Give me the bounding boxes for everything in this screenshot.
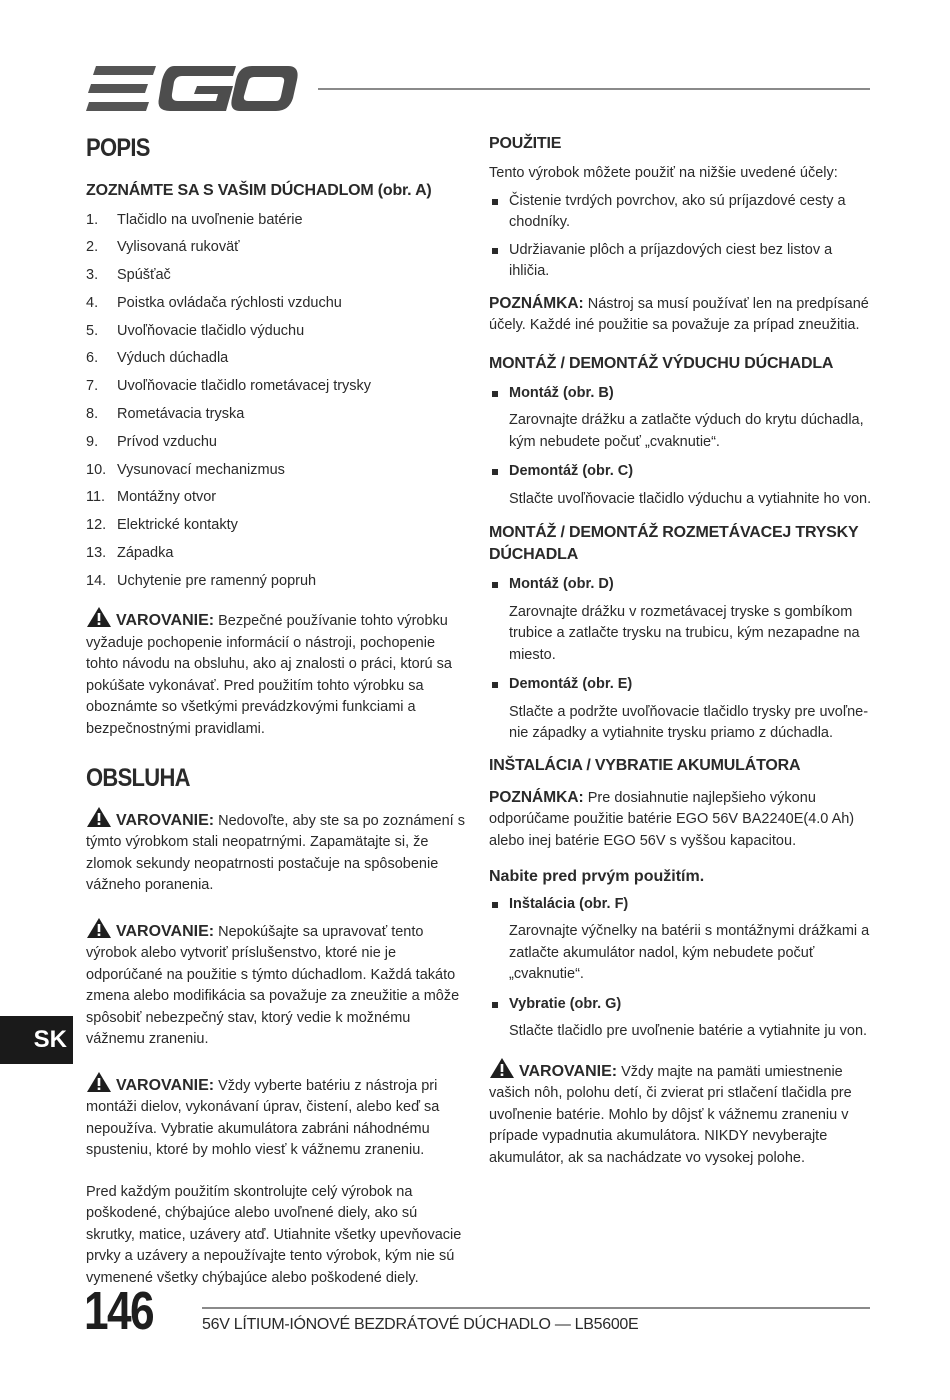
warning-label: VAROVANIE:	[116, 922, 215, 940]
part-item	[86, 348, 466, 370]
part-label: Tlačidlo na uvoľnenie batérie	[117, 211, 303, 228]
warning-text: Nepokúšajte sa upravovať tento výrobok alebo vytvoriť príslušenstvo, ktoré nie je odporúčané na použitie s týmto dúchadlom. Každá takáto zmena alebo modifikácia sa považuje za zneužitie a môže spôsobiť nebezpečný stav, ktorý vedie k možnému vážnemu zraneniu.	[86, 923, 460, 1048]
nozzle-remove-label: Demontáž (obr. E)	[489, 674, 874, 696]
part-number: 8.	[86, 406, 99, 423]
warning-block	[86, 1071, 466, 1162]
part-label: Vysunovací mechanizmus	[117, 461, 285, 478]
part-number: 11.	[86, 489, 106, 506]
part-label: Vylisovaná rukoväť	[117, 239, 240, 256]
outlet-remove-text: Stlačte uvoľňovacie tlačidlo výduchu a vytiahnite ho von.	[509, 490, 872, 507]
outlet-heading: MONTÁŽ / DEMONTÁŽ VÝDUCHU DÚCHADLA	[489, 354, 834, 372]
footer-rule	[202, 1307, 870, 1309]
warning-text: Vždy majte na pamäti umiestnenie vašich nôh, polohu detí, či zvierat pri stlačení tlačidla pre uvoľnenie batérie. Mohlo by dôjsť k vážnemu zraneniu v prípade vypadnutia akumulátora. NIKDY nevyberajte akumulátor, ak sa nachádzate vo vysokej polohe.	[489, 1063, 852, 1166]
battery-remove-label: Vybratie (obr. G)	[489, 994, 874, 1016]
left-column	[86, 128, 466, 1289]
part-item	[86, 293, 466, 315]
part-label: Rometávacia tryska	[117, 406, 245, 423]
note-text: Nástroj sa musí používať len na predpísané účely. Každé iné použitie sa považuje za prípad zneužitia.	[489, 295, 869, 333]
outlet-steps-2	[489, 461, 874, 483]
battery-steps-2	[489, 994, 874, 1016]
part-number: 1.	[86, 211, 99, 228]
battery-install-text: Zarovnajte výčnelky na batérii s montážnymi drážkami a zatlačte akumulátor nadol, kým nebudete počuť „cvaknutie“.	[509, 923, 870, 982]
note-label: POZNÁMKA:	[489, 788, 584, 806]
part-label: Spúšťač	[117, 267, 171, 284]
part-item	[86, 487, 466, 509]
warning-label: VAROVANIE:	[116, 811, 215, 829]
part-item	[86, 432, 466, 454]
nozzle-heading: MONTÁŽ / DEMONTÁŽ ROZMETÁVACEJ TRYSKY DÚCHADLA	[489, 524, 859, 563]
warning-icon	[86, 606, 112, 628]
warning-label: VAROVANIE:	[519, 1062, 618, 1080]
warning-icon	[86, 1071, 112, 1093]
usage-item: Udržiavanie plôch a príjazdových ciest bez listov a ihličia.	[489, 240, 874, 283]
part-item	[86, 404, 466, 426]
note-label: POZNÁMKA:	[489, 294, 584, 312]
parts-heading: ZOZNÁMTE SA S VAŠIM DÚCHADLOM (obr. A)	[86, 181, 432, 199]
warning-icon	[86, 806, 112, 828]
note-paragraph	[489, 293, 874, 337]
part-number: 12.	[86, 517, 107, 534]
usage-list	[489, 191, 874, 283]
part-number: 6.	[86, 350, 99, 367]
battery-heading: INŠTALÁCIA / VYBRATIE AKUMULÁTORA	[489, 756, 801, 774]
warning-text: Bezpečné používanie tohto výrobku vyžaduje pochopenie informácií o nástroji, pochopenie tohto návodu na obsluhu, ako aj znalosti o práci, ktorú sa pokúšate vykonávať. Pred použitím tohto výrobku sa oboznámte so všetkými prevádzkovými funkciami a bezpečnostnými pravidlami.	[86, 613, 452, 737]
warning-icon	[489, 1057, 515, 1079]
part-item	[86, 321, 466, 343]
part-item	[86, 376, 466, 398]
warning-icon	[86, 917, 112, 939]
nozzle-install-text: Zarovnajte drážku v rozmetávacej tryske s gombíkom trubice a zatlačte trysku na trubicu, kým nezapadne na miesto.	[509, 603, 860, 663]
battery-steps	[489, 894, 874, 916]
warning-label: VAROVANIE:	[116, 612, 215, 630]
right-column	[489, 133, 874, 1169]
nozzle-install-label: Montáž (obr. D)	[489, 574, 874, 596]
part-item	[86, 265, 466, 287]
part-number: 9.	[86, 433, 99, 450]
part-label: Montážny otvor	[117, 489, 217, 506]
outlet-install-label: Montáž (obr. B)	[489, 383, 874, 405]
warning-block	[86, 806, 466, 897]
parts-list	[86, 210, 466, 593]
usage-item: Čistenie tvrdých povrchov, ako sú príjazdové cesty a chodníky.	[489, 191, 874, 234]
part-label: Výduch dúchadla	[117, 350, 229, 367]
nozzle-remove-text: Stlačte a podržte uvoľňovacie tlačidlo trysky pre uvoľne-nie západky a vytiahnite trysku priamo z dúchadla.	[509, 703, 869, 741]
part-item	[86, 515, 466, 537]
warning-block	[86, 606, 466, 740]
warning-block	[489, 1057, 874, 1170]
outlet-steps	[489, 383, 874, 405]
charge-first: Nabite pred prvým použitím.	[489, 868, 705, 885]
part-number: 3.	[86, 267, 99, 284]
part-label: Prívod vzduchu	[117, 433, 217, 450]
language-tab: SK	[0, 1016, 73, 1064]
part-label: Uvoľňovacie tlačidlo výduchu	[117, 322, 305, 339]
header-rule	[318, 88, 870, 90]
part-number: 13.	[86, 545, 107, 562]
part-number: 7.	[86, 378, 99, 395]
outlet-install-text: Zarovnajte drážku a zatlačte výduch do krytu dúchadla, kým nebudete počuť „cvaknutie“.	[509, 412, 864, 450]
part-item	[86, 237, 466, 259]
part-label: Západka	[117, 545, 174, 562]
section-title-obsluha: OBSLUHA	[86, 764, 190, 793]
part-number: 2.	[86, 239, 99, 256]
nozzle-steps	[489, 574, 874, 596]
part-item	[86, 210, 466, 232]
warning-text: Nedovoľte, aby ste sa po zoznámení s týmto výrobkom stali neopatrnými. Zapamätajte si, že zlomok sekundy neopatrnosti postačuje na spôsobenie vážneho poranenia.	[86, 812, 465, 894]
usage-heading: POUŽITIE	[489, 135, 562, 152]
battery-remove-text: Stlačte tlačidlo pre uvoľnenie batérie a vytiahnite ju von.	[509, 1023, 868, 1039]
warning-text: Vždy vyberte batériu z nástroja pri montáži dielov, vykonávaní úprav, čistení, alebo keď sa nepoužíva. Vybratie akumulátora zabráni náhodnému spusteniu, ktoré by mohlo viesť k vážnemu zraneniu.	[86, 1077, 440, 1159]
inspection-paragraph: Pred každým použitím skontrolujte celý výrobok na poškodené, chýbajúce alebo uvoľnené diely, ako sú skrutky, matice, uzávery atď. Utiahnite všetky upevňovacie prvky a uzávery a nepoužívajte tento výrobok, kým nie sú vymenené všetky chýbajúce alebo poškodené diely.	[86, 1183, 462, 1286]
part-number: 4.	[86, 294, 99, 311]
part-item	[86, 543, 466, 565]
warning-block	[86, 917, 466, 1051]
part-label: Uvoľňovacie tlačidlo rometávacej trysky	[117, 378, 372, 395]
ego-logo	[86, 64, 298, 114]
part-item	[86, 571, 466, 593]
part-item	[86, 460, 466, 482]
part-number: 5.	[86, 322, 99, 339]
page-number: 146	[84, 1281, 153, 1341]
battery-note	[489, 787, 874, 853]
nozzle-steps-2	[489, 674, 874, 696]
battery-install-label: Inštalácia (obr. F)	[489, 894, 874, 916]
part-label: Uchytenie pre ramenný popruh	[117, 572, 317, 589]
warning-label: VAROVANIE:	[116, 1076, 215, 1094]
footer-title: 56V LÍTIUM-IÓNOVÉ BEZDRÁTOVÉ DÚCHADLO — LB5600E	[202, 1316, 639, 1333]
part-label: Elektrické kontakty	[117, 517, 238, 534]
part-number: 10.	[86, 461, 107, 478]
section-title-popis: POPIS	[86, 134, 150, 162]
outlet-remove-label: Demontáž (obr. C)	[489, 461, 874, 483]
part-label: Poistka ovládača rýchlosti vzduchu	[117, 294, 342, 311]
part-number: 14.	[86, 572, 107, 589]
note-text: Pre dosiahnutie najlepšieho výkonu odporúčame použitie batérie EGO 56V BA2240E(4.0 Ah) alebo inej batérie EGO 56V s vyššou kapacitou.	[489, 789, 855, 849]
usage-intro: Tento výrobok môžete použiť na nižšie uvedené účely:	[489, 165, 838, 181]
